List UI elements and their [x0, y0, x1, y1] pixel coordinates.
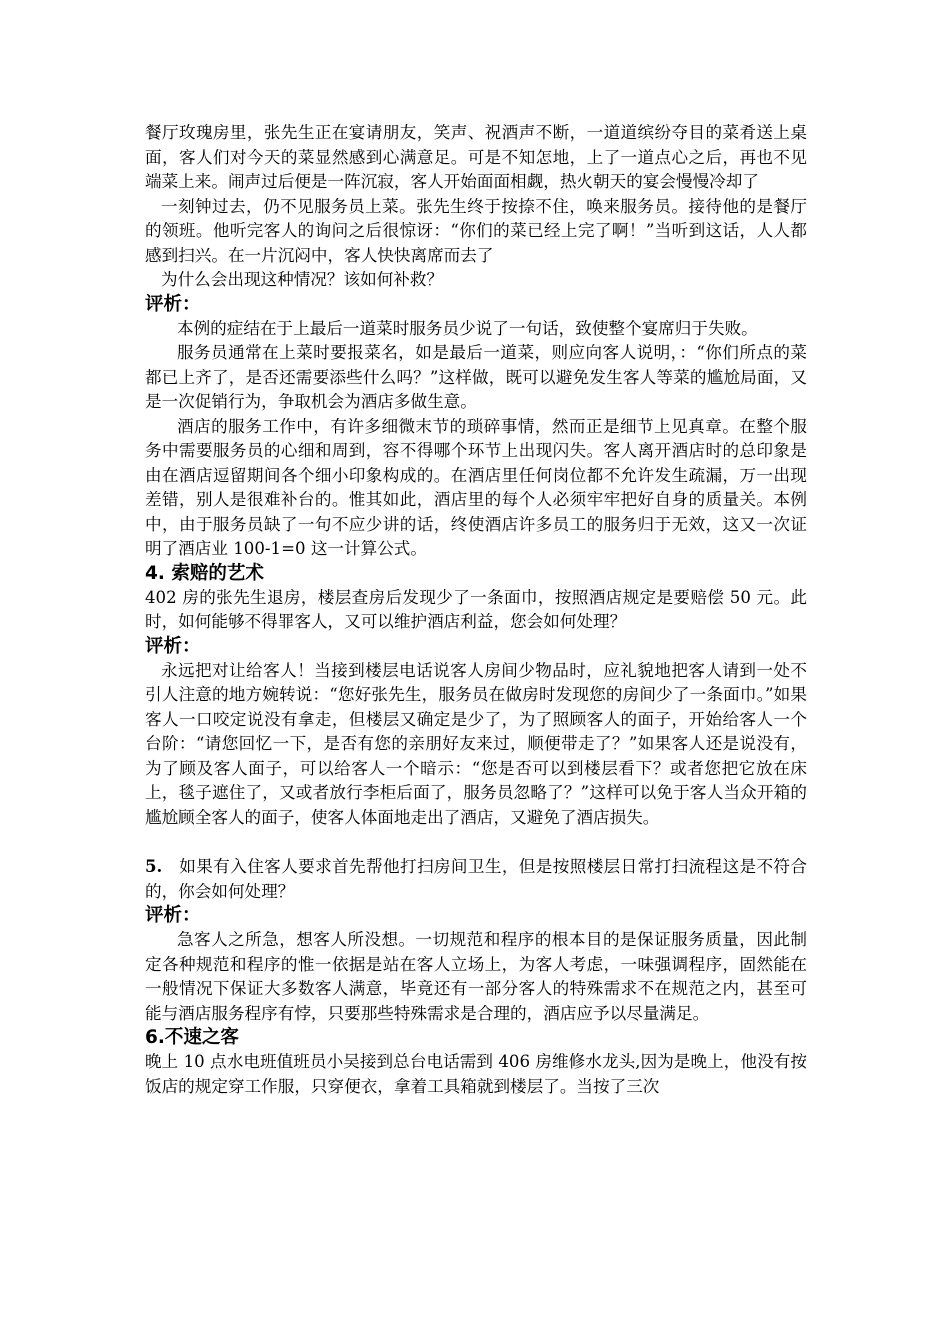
case5-analysis-heading: 评析： [145, 905, 201, 926]
case3-analysis-1: 本例的症结在于上最后一道菜时服务员少说了一句话，致使整个宴席归于失败。 [177, 318, 758, 338]
case5-question: 如果有入住客人要求首先帮他打扫房间卫生，但是按照楼层日常打扫流程这是不符合的，你会如何处理？ [145, 857, 807, 901]
case6-paragraph-1: 晚上 10 点水电班值班员小吴接到总台电话需到 406 房维修水龙头,因为是晚上，他没有按饭店的规定穿工作服，只穿便衣，拿着工具箱就到楼层了。当按了三次 [145, 1052, 807, 1096]
case3-analysis-3: 酒店的服务工作中，有许多细微末节的琐碎事情，然而正是细节上见真章。在整个服务中需要服务员的心细和周到，容不得哪个环节上出现闪失。客人离开酒店时的总印象是由在酒店逗留期间各个细小印象构成的。在酒店里任何岗位都不允许发生疏漏，万一出现差错，别人是很难补台的。惟其如此，酒店里的每个人必须牢牢把好自身的质量关。本例中，由于服务员缺了一句不应少讲的话，终使酒店许多员工的服务归于无效，这又一次证明了酒店业 100-1=0 这一计算公式。 [145, 416, 807, 558]
case5-paragraph-1 [145, 854, 807, 904]
case4-analysis-1: 永远把对让给客人！当接到楼层电话说客人房间少物品时，应礼貌地把客人请到一处不引人注意的地方婉转说：“您好张先生，服务员在做房时发现您的房间少了一条面巾。”如果客人一口咬定说没有拿走，但楼层又确定是少了，为了照顾客人的面子，开始给客人一个台阶：“请您回忆一下，是否有您的亲朋好友来过，顺便带走了？”如果客人还是说没有，为了顾及客人面子，可以给客人一个暗示：“您是否可以到楼层看下？或者您把它放在床上，毯子遮住了，又或者放行李柜后面了，服务员忽略了？”这样可以免于客人当众开箱的尴尬顾全客人的面子，使客人体面地走出了酒店，又避免了酒店损失。 [145, 660, 807, 827]
case6-heading: 6.不速之客 [145, 1027, 239, 1048]
case3-paragraph-2: 一刻钟过去，仍不见服务员上菜。张先生终于按捺不住，唤来服务员。接待他的是餐厅的领班。他听完客人的询问之后很惊讶：“你们的菜已经上完了啊！”当听到这话，人人都感到扫兴。在一片沉闷中，客人快快离席而去了 [145, 196, 807, 265]
case3-question: 为什么会出现这种情况？该如何补救？ [161, 270, 444, 289]
case3-paragraph-1: 餐厅玫瑰房里，张先生正在宴请朋友，笑声、祝酒声不断，一道道缤纷夺目的菜肴送上桌面，客人们对今天的菜显然感到心满意足。可是不知怎地，上了一道点心之后，再也不见端菜上来。闹声过后便是一阵沉寂，客人开始面面相觑，热火朝天的宴会慢慢冷却了 [145, 123, 807, 191]
document-page [145, 121, 807, 1099]
case3-analysis-2: 服务员通常在上菜时要报菜名，如是最后一道菜，则应向客人说明，：“你们所点的菜都已上齐了，是否还需要添些什么吗？”这样做，既可以避免发生客人等菜的尴尬局面，又是一次促销行为，争取机会为酒店多做生意。 [145, 343, 807, 411]
case4-heading: 4. 索赔的艺术 [145, 562, 264, 584]
case3-analysis-heading: 评析： [145, 293, 201, 315]
case5-number: 5. [145, 856, 163, 876]
case4-paragraph-1: 402 房的张先生退房，楼层查房后发现少了一条面巾，按照酒店规定是要赔偿 50 元。此时，如何能够不得罪客人，又可以维护酒店利益，您会如何处理？ [145, 587, 807, 631]
case4-analysis-heading: 评析： [145, 635, 201, 657]
case5-analysis-1: 急客人之所急，想客人所没想。一切规范和程序的根本目的是保证服务质量，因此制定各种规范和程序的惟一依据是站在客人立场上，为客人考虑，一味强调程序，固然能在一般情况下保证大多数客人满意，毕竟还有一部分客人的特殊需求不在规范之内，甚至可能与酒店服务程序有悖，只要那些特殊需求是合理的，酒店应予以尽量满足。 [145, 930, 807, 1023]
section-spacer [145, 830, 807, 854]
